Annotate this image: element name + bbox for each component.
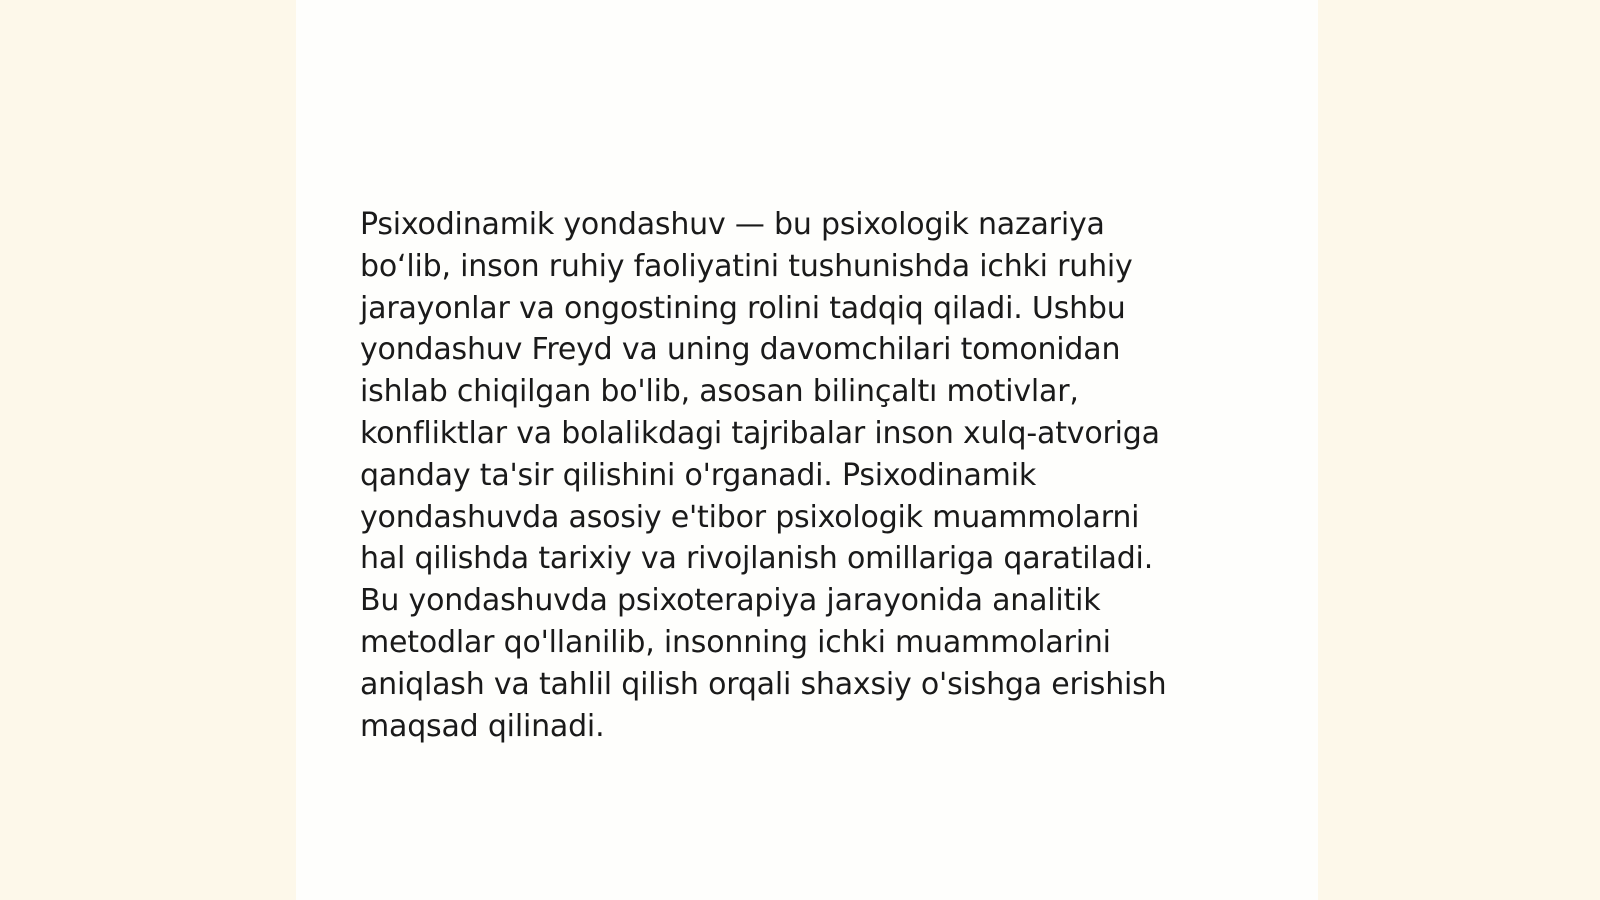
slide-panel xyxy=(296,0,1318,900)
slide-body-text: Psixodinamik yondashuv — bu psixologik nazariya bo‘lib, inson ruhiy faoliyatini tushunishda ichki ruhiy jarayonlar va ongostining rolini tadqiq qiladi. Ushbu yondashuv Freyd va uning davomchilari tomonidan ishlab chiqilgan bo'lib, asosan bilinçaltı motivlar, konfliktlar va bolalikdagi tajribalar inson xulq-atvoriga qanday ta'sir qilishini o'rganadi. Psixodinamik yondashuvda asosiy e'tibor psixologik muammolarni hal qilishda tarixiy va rivojlanish omillariga qaratiladi. Bu yondashuvda psixoterapiya jarayonida analitik metodlar qo'llanilib, insonning ichki muammolarini aniqlash va tahlil qilish orqali shaxsiy o'sishga erishish maqsad qilinadi. xyxy=(360,207,1167,744)
